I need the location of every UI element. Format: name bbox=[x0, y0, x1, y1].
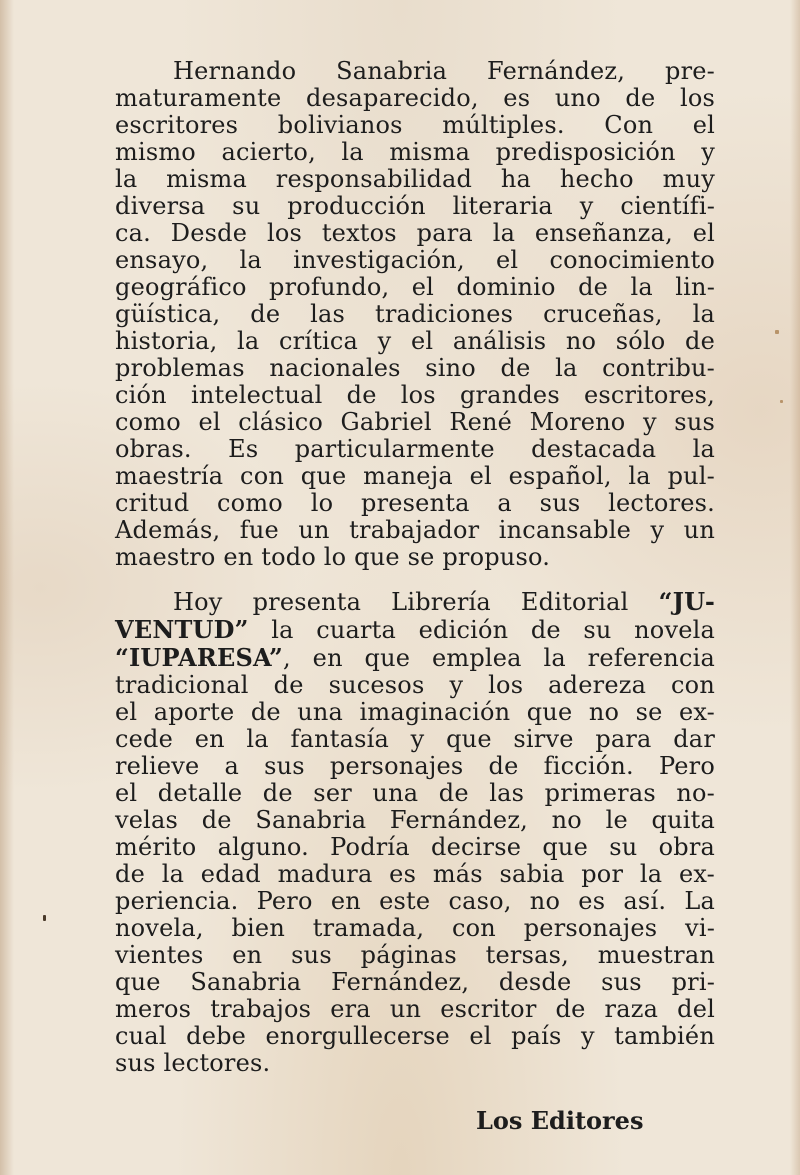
text-line: diversa su producción literaria y científi- bbox=[115, 192, 715, 220]
text-line: problemas nacionales sino de la contribu- bbox=[115, 354, 715, 382]
text-line: relieve a sus personajes de ficción. Pero bbox=[115, 752, 715, 780]
text-line: cual debe enorgullecerse el país y también bbox=[115, 1022, 715, 1050]
text-line bbox=[115, 644, 715, 672]
text-line: novela, bien tramada, con personajes vi- bbox=[115, 914, 715, 942]
text-line: Además, fue un trabajador incansable y un bbox=[115, 516, 715, 544]
text-line: obras. Es particularmente destacada la bbox=[115, 435, 715, 463]
text-run: , en que emplea la referencia bbox=[283, 644, 715, 672]
text-line bbox=[115, 616, 715, 644]
text-line bbox=[115, 588, 715, 616]
text-line: velas de Sanabria Fernández, no le quita bbox=[115, 806, 715, 834]
text-line: tradicional de sucesos y los adereza con bbox=[115, 671, 715, 699]
text-line: como el clásico Gabriel René Moreno y sus bbox=[115, 408, 715, 436]
book-publisher-name: VENTUD” bbox=[115, 615, 249, 644]
paper-speck bbox=[43, 915, 46, 921]
text-line: güística, de las tradiciones cruceñas, la bbox=[115, 300, 715, 328]
text-line: vientes en sus páginas tersas, muestran bbox=[115, 941, 715, 969]
text-line: ción intelectual de los grandes escritores, bbox=[115, 381, 715, 409]
text-line: el detalle de ser una de las primeras no- bbox=[115, 779, 715, 807]
text-line: critud como lo presenta a sus lectores. bbox=[115, 489, 715, 517]
book-publisher-name: “JU- bbox=[658, 587, 715, 616]
text-line: mérito alguno. Podría decirse que su obra bbox=[115, 833, 715, 861]
text-line: historia, la crítica y el análisis no sólo de bbox=[115, 327, 715, 355]
paragraph-2 bbox=[115, 588, 715, 1077]
paper-speck bbox=[780, 400, 783, 403]
text-line: el aporte de una imaginación que no se ex- bbox=[115, 698, 715, 726]
text-line: sus lectores. bbox=[115, 1049, 271, 1077]
text-run: la cuarta edición de su novela bbox=[248, 616, 715, 644]
text-run: Hoy presenta Librería Editorial bbox=[173, 588, 659, 616]
signature: Los Editores bbox=[476, 1106, 644, 1135]
paragraph-1 bbox=[115, 58, 715, 571]
text-line: mismo acierto, la misma predisposición y bbox=[115, 138, 715, 166]
text-line: cede en la fantasía y que sirve para dar bbox=[115, 725, 715, 753]
body-text bbox=[115, 58, 715, 1077]
text-line: la misma responsabilidad ha hecho muy bbox=[115, 165, 715, 193]
text-line: geográfico profundo, el dominio de la lin- bbox=[115, 273, 715, 301]
text-line: de la edad madura es más sabia por la ex- bbox=[115, 860, 715, 888]
text-line: escritores bolivianos múltiples. Con el bbox=[115, 111, 715, 139]
text-line: maestría con que maneja el español, la pul- bbox=[115, 462, 715, 490]
novel-title: “IUPARESA” bbox=[115, 643, 284, 672]
text-line: meros trabajos era un escritor de raza del bbox=[115, 995, 715, 1023]
text-line: ensayo, la investigación, el conocimiento bbox=[115, 246, 715, 274]
text-line: que Sanabria Fernández, desde sus pri- bbox=[115, 968, 715, 996]
paper-speck bbox=[775, 330, 779, 334]
text-line: periencia. Pero en este caso, no es así. La bbox=[115, 887, 715, 915]
text-line: maestro en todo lo que se propuso. bbox=[115, 543, 551, 571]
text-line: maturamente desaparecido, es uno de los bbox=[115, 84, 715, 112]
text-line: Hernando Sanabria Fernández, pre- bbox=[173, 57, 715, 85]
text-line: ca. Desde los textos para la enseñanza, el bbox=[115, 219, 715, 247]
